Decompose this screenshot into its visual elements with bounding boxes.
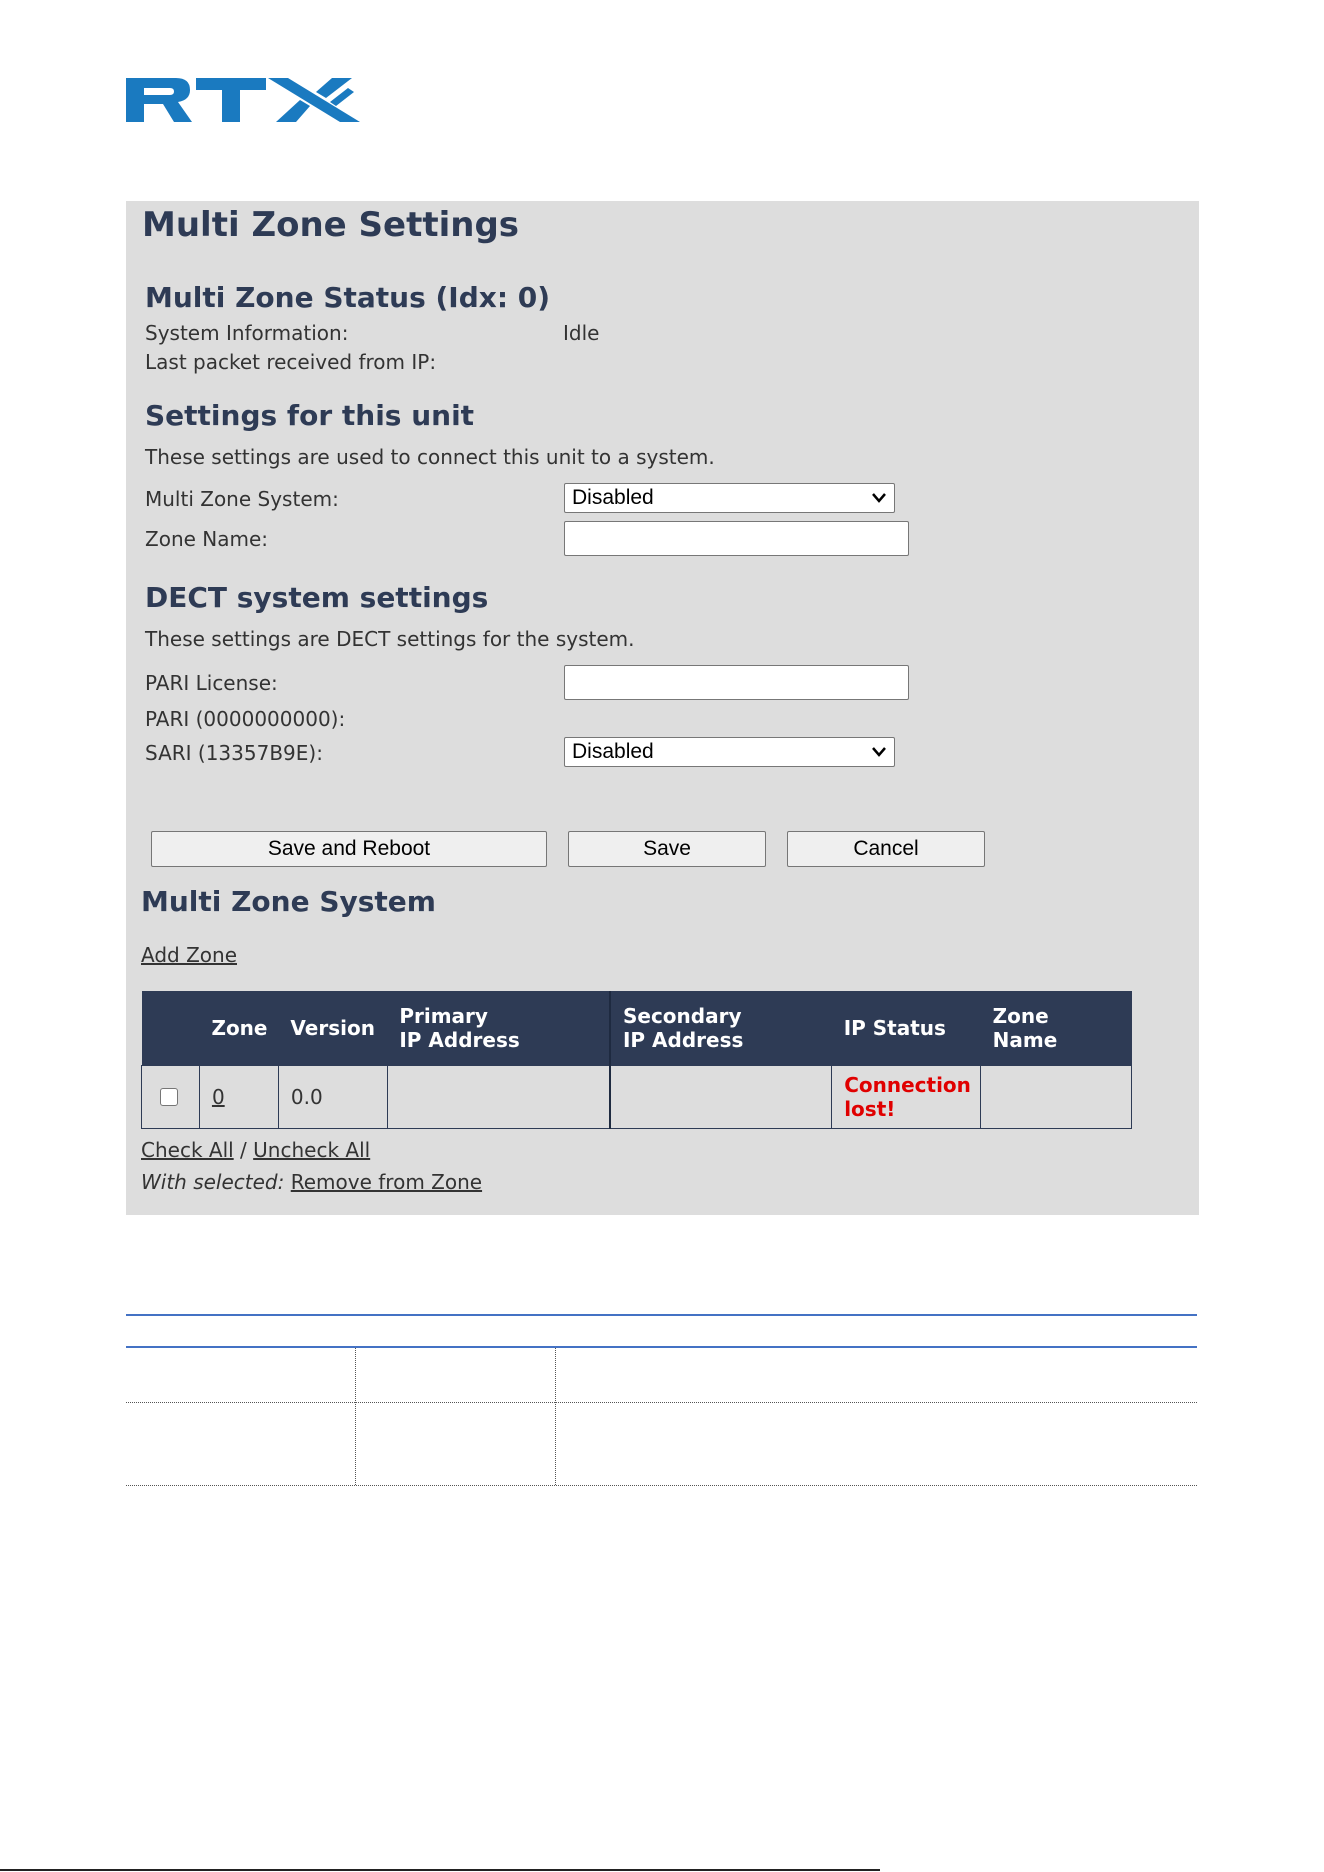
- document-rule-top: [126, 1314, 1197, 1316]
- save-button[interactable]: Save: [568, 831, 766, 867]
- zone-name-label: Zone Name:: [145, 527, 269, 551]
- pari-license-label: PARI License:: [145, 671, 278, 695]
- multi-zone-system-heading: Multi Zone System: [141, 885, 436, 918]
- pari-license-input[interactable]: [564, 665, 909, 700]
- chevron-down-icon: [872, 493, 886, 503]
- with-selected-label: With selected:: [141, 1170, 285, 1194]
- multi-zone-system-select[interactable]: [564, 483, 895, 513]
- uncheck-all-link[interactable]: Uncheck All: [253, 1138, 371, 1162]
- sari-label: SARI (13357B9E):: [145, 741, 323, 765]
- document-rule-row2: [126, 1485, 1197, 1486]
- column-header-zone: Zone: [199, 991, 278, 1066]
- primary-ip-cell: [387, 1066, 610, 1129]
- last-packet-label: Last packet received from IP:: [145, 350, 437, 374]
- check-separator: /: [240, 1138, 247, 1162]
- zone-name-input[interactable]: [564, 521, 909, 556]
- table-row: [142, 1066, 1132, 1129]
- row-checkbox-cell: [142, 1066, 200, 1129]
- status-heading: Multi Zone Status (Idx: 0): [145, 281, 551, 314]
- multi-zone-system-value: Disabled: [572, 486, 654, 509]
- unit-settings-description: These settings are used to connect this unit to a system.: [145, 445, 715, 469]
- column-header-version: Version: [278, 991, 387, 1066]
- sari-select[interactable]: [564, 737, 895, 767]
- version-cell: 0.0: [278, 1066, 387, 1129]
- ip-status-text: Connection lost!: [844, 1073, 971, 1121]
- document-col-divider-2: [555, 1348, 556, 1485]
- zone-link[interactable]: 0: [211, 1085, 225, 1109]
- pari-label: PARI (0000000000):: [145, 707, 346, 731]
- column-header-select: [142, 991, 200, 1066]
- ip-status-cell: [832, 1066, 981, 1129]
- secondary-ip-cell: [610, 1066, 832, 1129]
- column-header-zone-name: Zone Name: [981, 991, 1132, 1066]
- table-header-row: [142, 991, 1132, 1066]
- page-title: Multi Zone Settings: [142, 205, 520, 245]
- check-all-link[interactable]: Check All: [141, 1138, 234, 1162]
- zone-cell: [199, 1066, 278, 1129]
- zones-table: [141, 991, 1132, 1129]
- document-rule-header: [126, 1346, 1197, 1348]
- save-and-reboot-button[interactable]: Save and Reboot: [151, 831, 547, 867]
- system-info-value: Idle: [563, 321, 600, 345]
- zone-name-cell: [981, 1066, 1132, 1129]
- multi-zone-system-label: Multi Zone System:: [145, 487, 339, 511]
- column-header-primary-ip: Primary IP Address: [387, 991, 610, 1066]
- system-info-label: System Information:: [145, 321, 349, 345]
- sari-value: Disabled: [572, 740, 654, 763]
- cancel-button[interactable]: Cancel: [787, 831, 985, 867]
- multi-zone-settings-panel: [126, 201, 1199, 1215]
- bulk-actions: [141, 1170, 482, 1194]
- document-rule-row1: [126, 1402, 1197, 1403]
- dect-settings-heading: DECT system settings: [145, 581, 489, 614]
- column-header-secondary-ip: Secondary IP Address: [610, 991, 832, 1066]
- check-controls: [141, 1138, 370, 1162]
- page-footer-rule: [0, 1869, 880, 1871]
- chevron-down-icon: [872, 747, 886, 757]
- rtx-logo: [126, 76, 360, 124]
- row-checkbox[interactable]: [160, 1088, 178, 1106]
- add-zone-link[interactable]: Add Zone: [141, 943, 237, 967]
- document-col-divider-1: [355, 1348, 356, 1485]
- dect-settings-description: These settings are DECT settings for the system.: [145, 627, 635, 651]
- unit-settings-heading: Settings for this unit: [145, 399, 475, 432]
- column-header-ip-status: IP Status: [832, 991, 981, 1066]
- remove-from-zone-link[interactable]: Remove from Zone: [290, 1170, 483, 1194]
